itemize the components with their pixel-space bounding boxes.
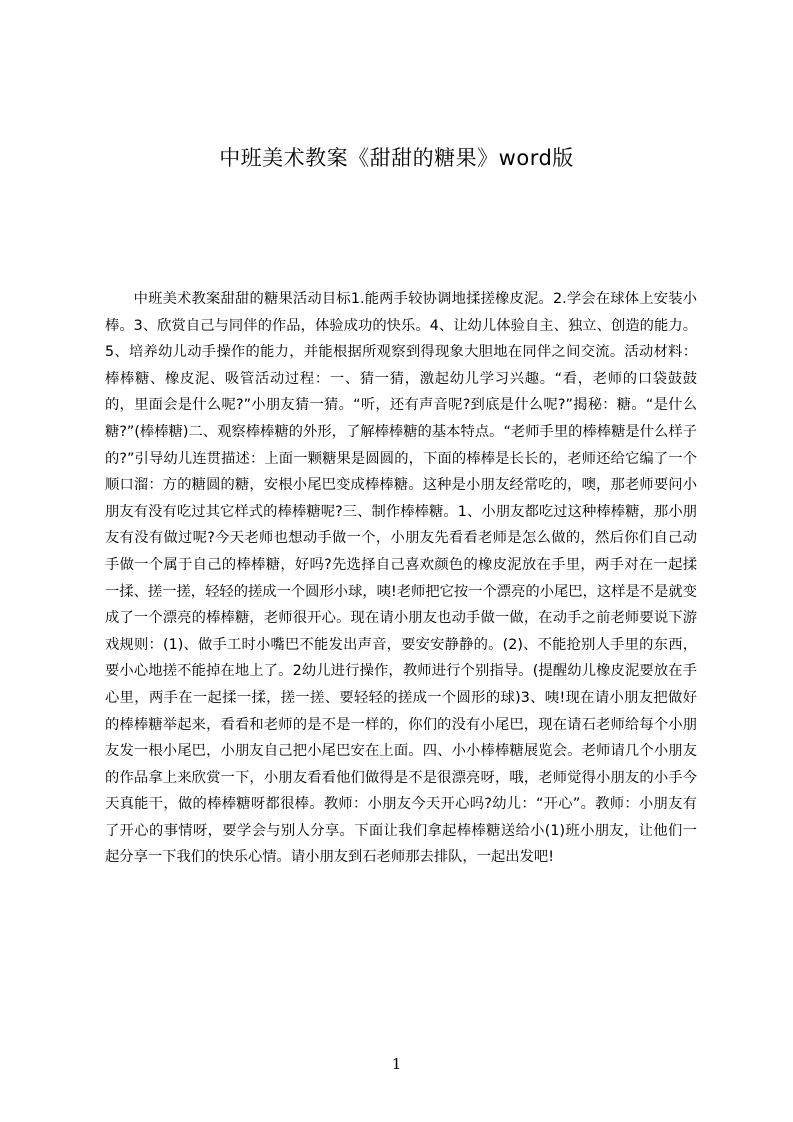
body-paragraph: 中班美术教案甜甜的糖果活动目标1.能两手较协调地揉搓橡皮泥。2.学会在球体上安装小棒。3、欣赏自己与同伴的作品，体验成功的快乐。4、让幼儿体验自主、独立、创造的能力。5、培养幼儿动手操作的能力，并能根据所观察到得现象大胆地在同伴之间交流。活动材料：棒棒糖、橡皮泥、吸管活动过程：一、猜一猜，激起幼儿学习兴趣。“看，老师的口袋鼓鼓的，里面会是什么呢?”小朋友猜一猜。“听，还有声音呢?到底是什么呢?”揭秘：糖。“是什么糖?”(棒棒糖)二、观察棒棒糖的外形，了解棒棒糖的基本特点。“老师手里的棒棒糖是什么样子的?”引导幼儿连贯描述：上面一颗糖果是圆圆的，下面的棒棒是长长的，老师还给它编了一个顺口溜：方的糖圆的糖，安根小尾巴变成棒棒糖。这种是小朋友经常吃的，噢，那老师要问小朋友有没有吃过其它样式的棒棒糖呢?三、制作棒棒糖。1、小朋友都吃过这种棒棒糖，那小朋友有没有做过呢?今天老师也想动手做一个，小朋友先看看老师是怎么做的，然后你们自己动手做一个属于自己的棒棒糖，好吗?先选择自己喜欢颜色的橡皮泥放在手里，两手对在一起揉一揉、搓一搓，轻轻的搓成一个圆形小球，咦!老师把它按一个漂亮的小尾巴，这样是不是就变成了一个漂亮的棒棒糖，老师很开心。现在请小朋友也动手做一做，在动手之前老师要说下游戏规则：(1)、做手工时小嘴巴不能发出声音，要安安静静的。(2)、不能抢别人手里的东西，要小心地搓不能掉在地上了。2幼儿进行操作，教师进行个别指导。(提醒幼儿橡皮泥要放在手心里，两手在一起揉一揉，搓一搓、要轻轻的搓成一个圆形的球)3、咦!现在请小朋友把做好的棒棒糖举起来，看看和老师的是不是一样的，你们的没有小尾巴，现在请石老师给每个小朋友发一根小尾巴，小朋友自己把小尾巴安在上面。四、小小棒棒糖展览会。老师请几个小朋友的作品拿上来欣赏一下，小朋友看看他们做得是不是很漂亮呀，哦，老师觉得小朋友的小手今天真能干，做的棒棒糖呀都很棒。教师：小朋友今天开心吗?幼儿：“开心”。教师：小朋友有了开心的事情呀，要学会与别人分享。下面让我们拿起棒棒糖送给小(1)班小朋友，让他们一起分享一下我们的快乐心情。请小朋友到石老师那去排队，一起出发吧!: [105, 291, 697, 866]
page-number: 1: [391, 1055, 402, 1073]
document-title: 中班美术教案《甜甜的糖果》word版: [219, 146, 574, 170]
